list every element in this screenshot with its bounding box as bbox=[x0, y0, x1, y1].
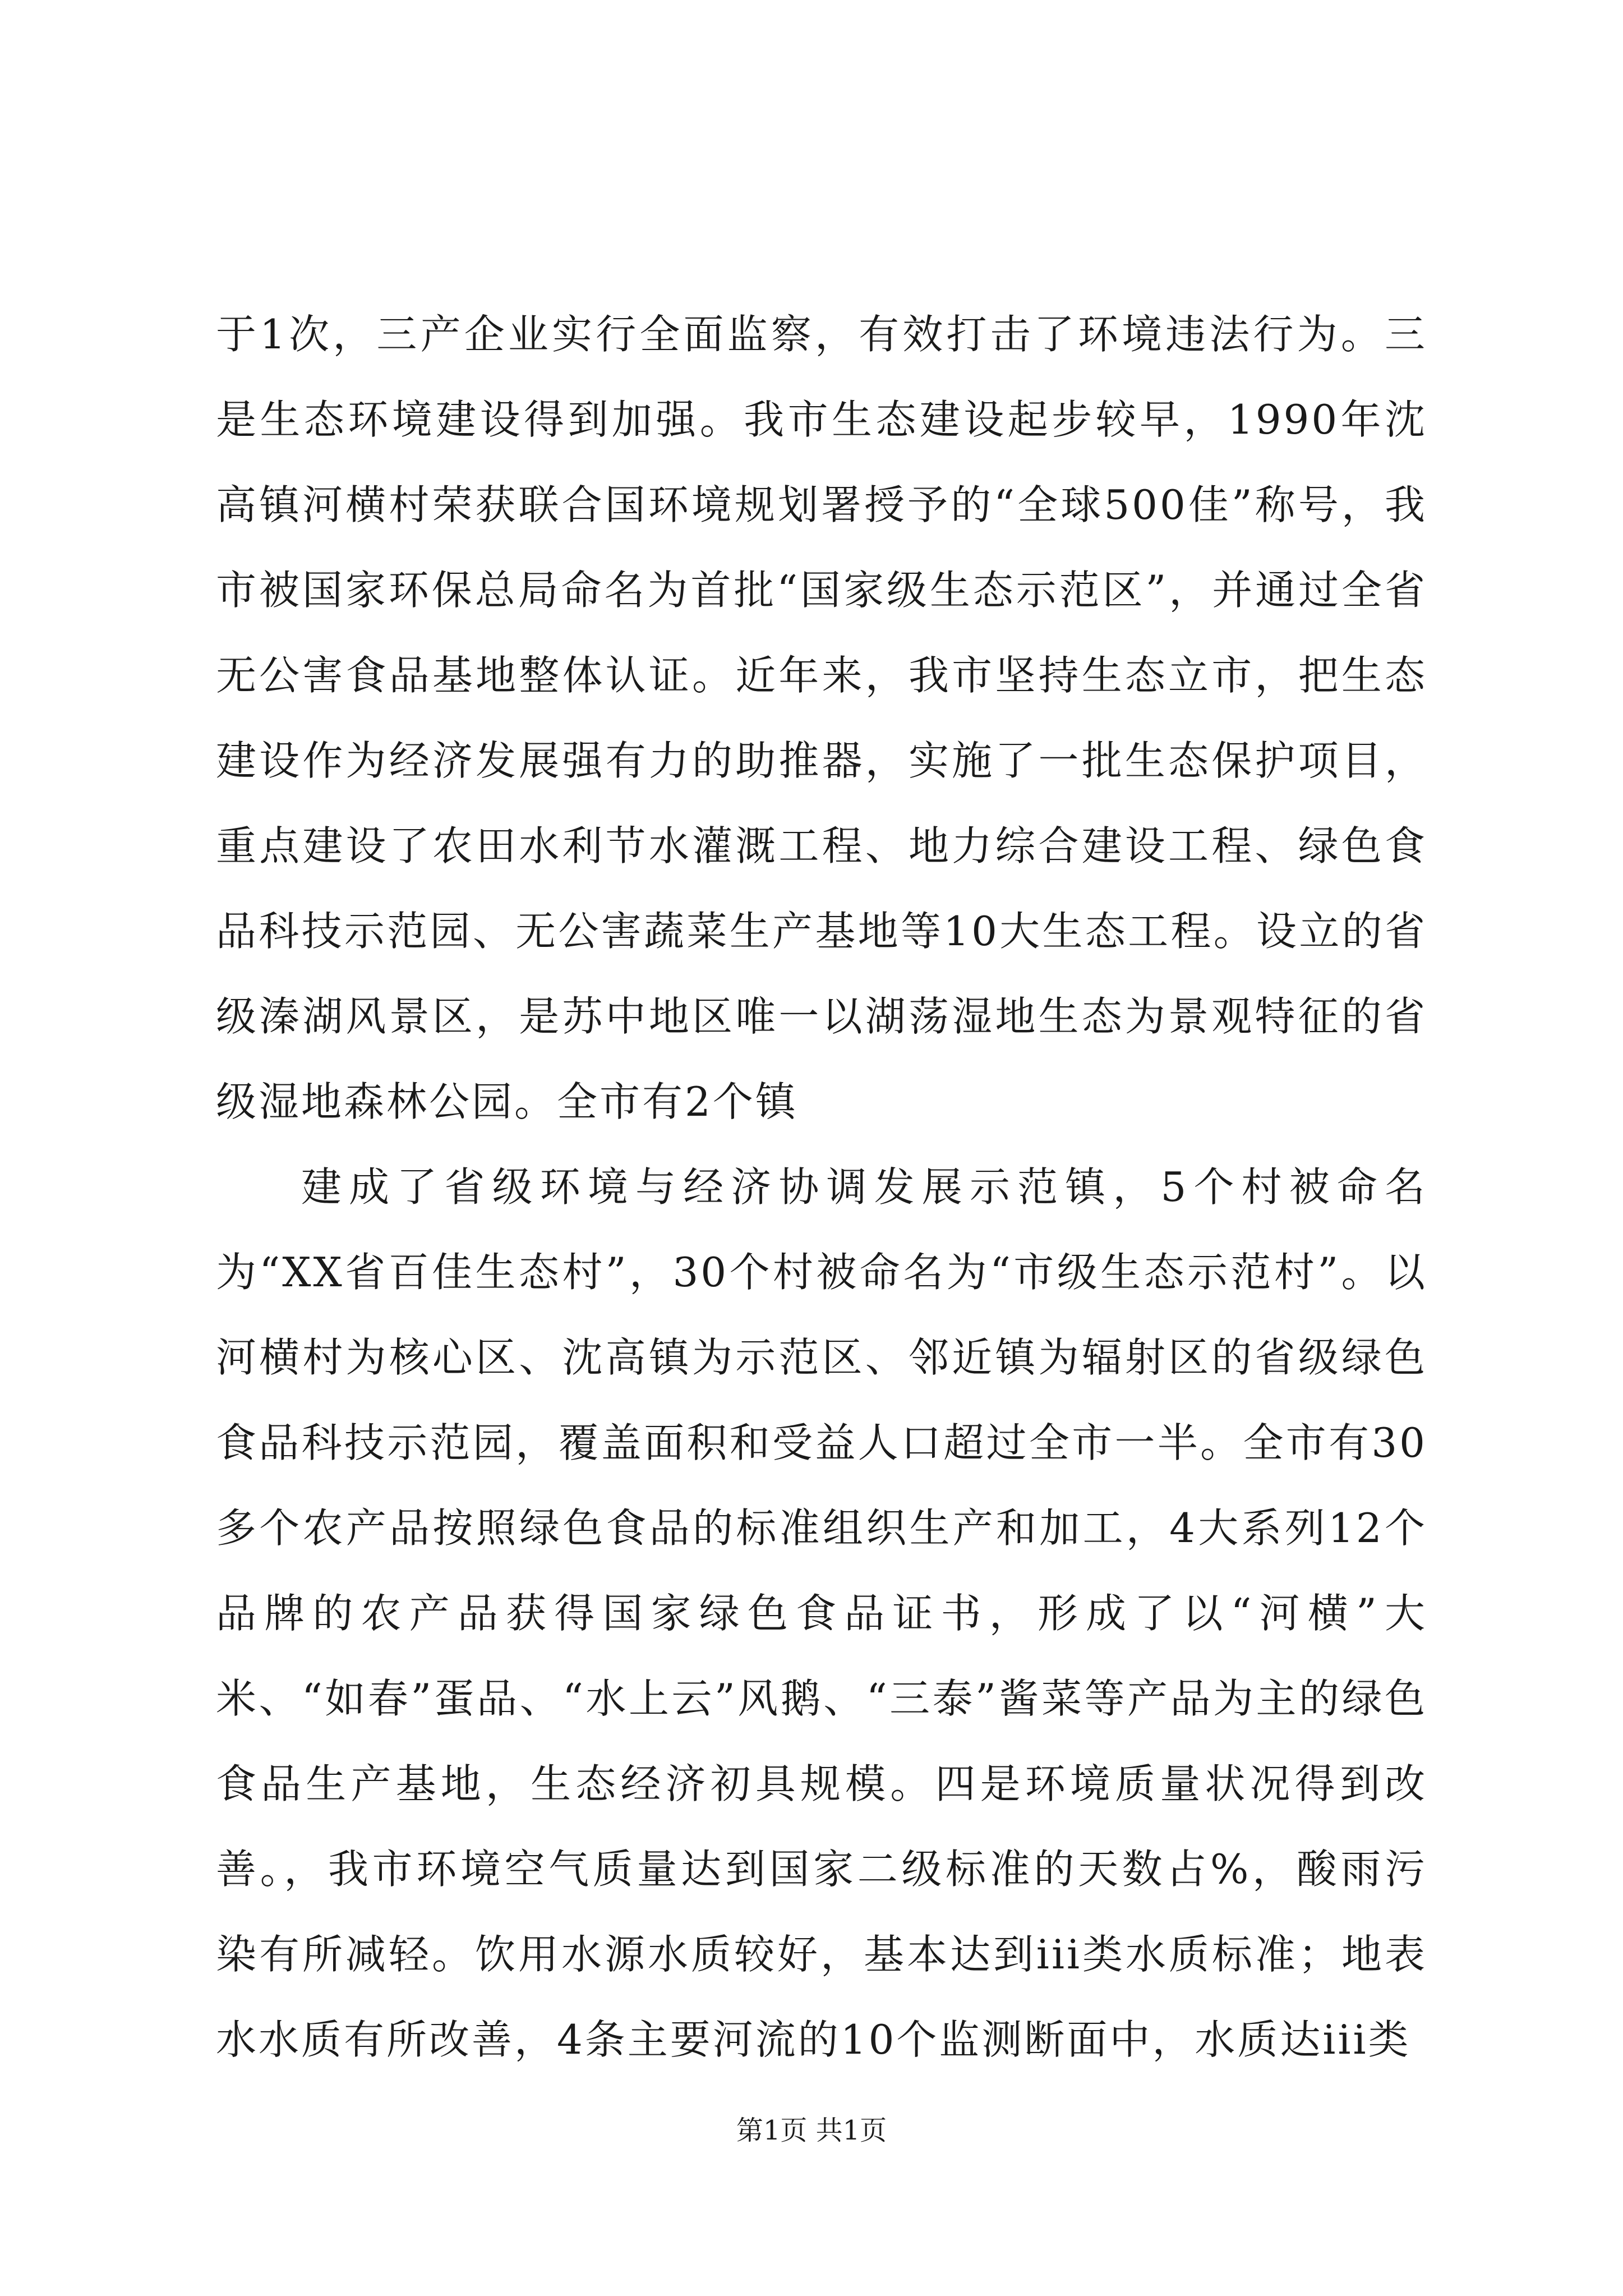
page-footer: 第1页 共1页 bbox=[736, 2115, 887, 2146]
body-text bbox=[216, 292, 1427, 2082]
paragraph-2: 建成了省级环境与经济协调发展示范镇，5个村被命名为“XX省百佳生态村”，30个村被命名为“市级生态示范村”。以河横村为核心区、沈高镇为示范区、邻近镇为辐射区的省级绿色食品科技示范园，覆盖面积和受益人口超过全市一半。全市有30多个农产品按照绿色食品的标准组织生产和加工，4大系列12个品牌的农产品获得国家绿色食品证书，形成了以“河横”大米、“如春”蛋品、“水上云”风鹅、“三泰”酱菜等产品为主的绿色食品生产基地，生态经济初具规模。四是环境质量状况得到改善。，我市环境空气质量达到国家二级标准的天数占%，酸雨污染有所减轻。饮用水源水质较好，基本达到iii类水质标准；地表水水质有所改善，4条主要河流的10个监测断面中，水质达iii类 bbox=[216, 1163, 1427, 2063]
paragraph-1: 于1次，三产企业实行全面监察，有效打击了环境违法行为。三是生态环境建设得到加强。我市生态建设起步较早，1990年沈高镇河横村荣获联合国环境规划署授予的“全球500佳”称号，我市被国家环保总局命名为首批“国家级生态示范区”，并通过全省无公害食品基地整体认证。近年来，我市坚持生态立市，把生态建设作为经济发展强有力的助推器，实施了一批生态保护项目，重点建设了农田水利节水灌溉工程、地力综合建设工程、绿色食品科技示范园、无公害蔬菜生产基地等10大生态工程。设立的省级溱湖风景区，是苏中地区唯一以湖荡湿地生态为景观特征的省级湿地森林公园。全市有2个镇 bbox=[216, 311, 1427, 1125]
